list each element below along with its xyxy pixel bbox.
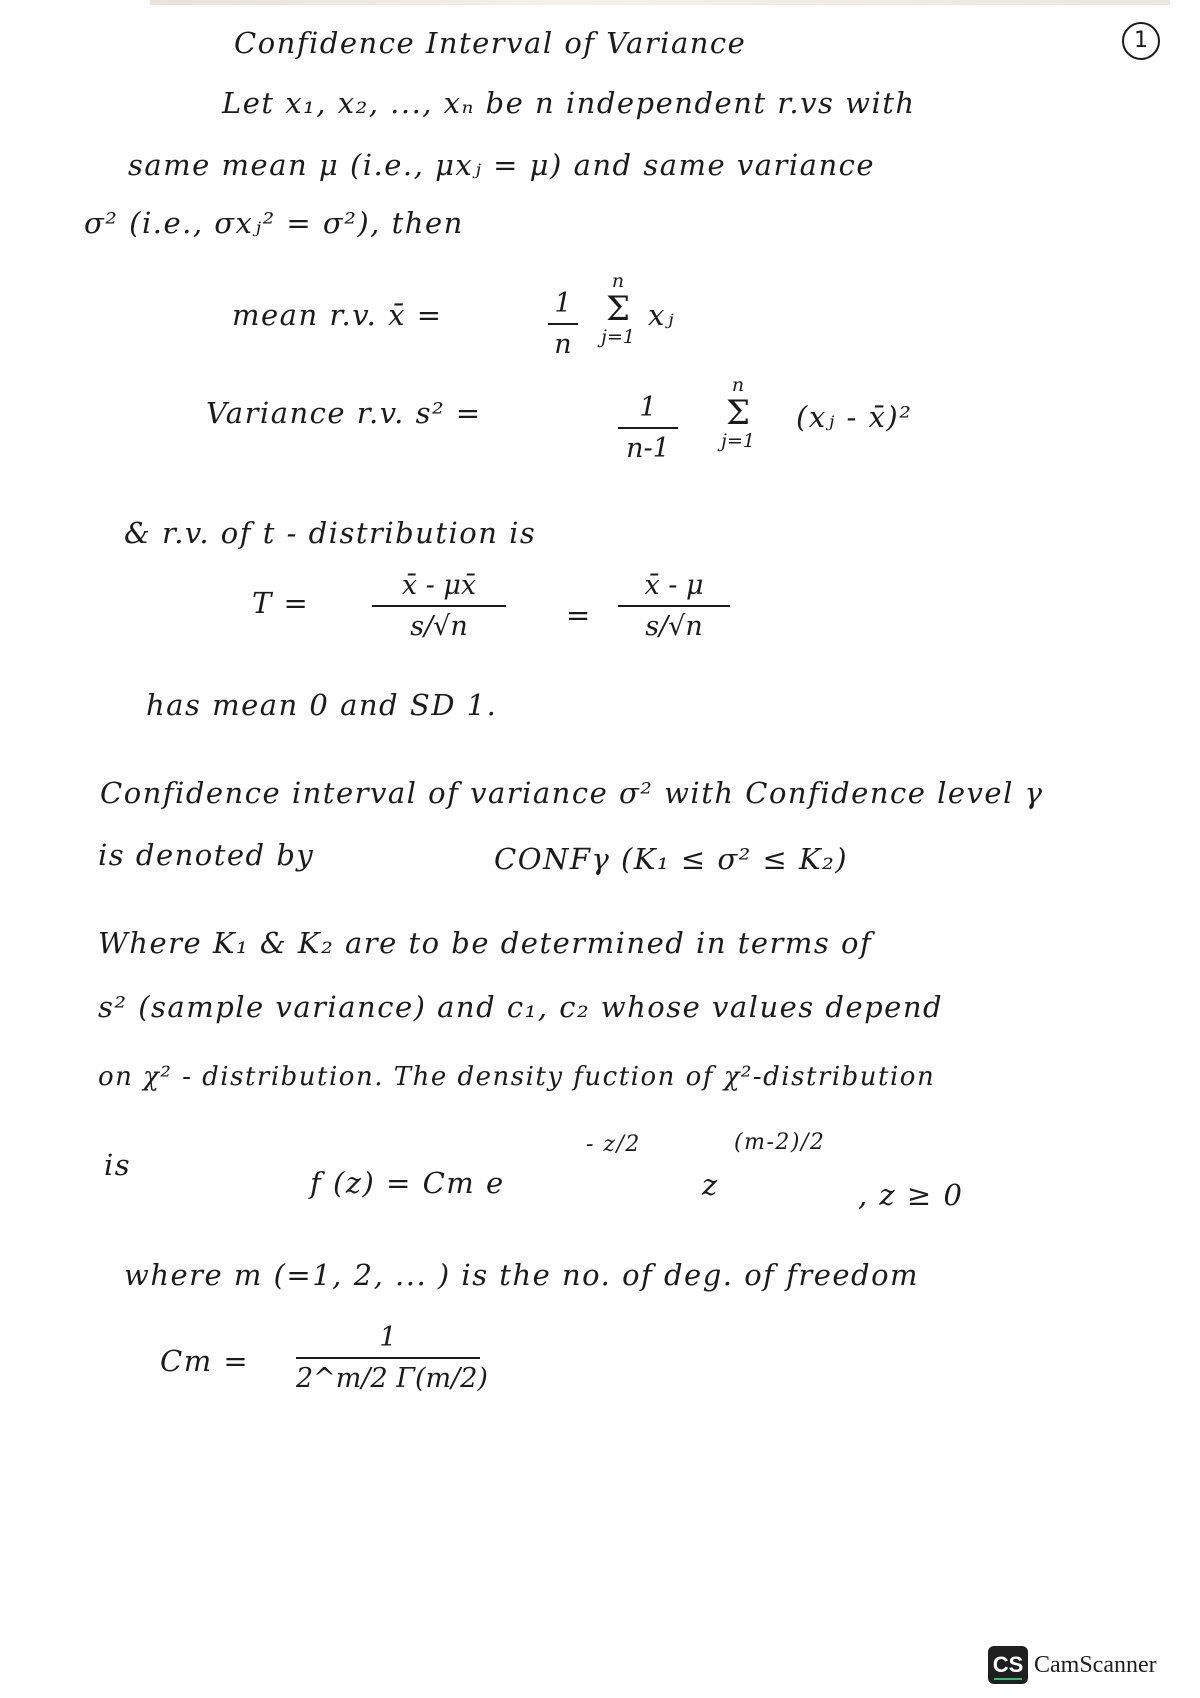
page-number: 1 <box>1122 22 1160 60</box>
variance-sum-lower: j=1 <box>721 430 755 452</box>
camscanner-name: CamScanner <box>1034 1651 1157 1678</box>
camscanner-watermark <box>988 1646 1157 1684</box>
where-line-2: s² (sample variance) and c₁, c₂ whose values depend <box>98 990 944 1024</box>
t-fraction-1-denominator: s/√n <box>410 611 468 642</box>
ci-line-2-right: CONFγ (K₁ ≤ σ² ≤ K₂) <box>494 842 849 876</box>
variance-summation <box>712 374 764 452</box>
t-equals: = <box>566 598 592 632</box>
mean-summation <box>594 270 642 348</box>
page-title: Confidence Interval of Variance <box>234 26 747 60</box>
mean-label: mean r.v. x̄ = <box>232 298 443 332</box>
where-m-line: where m (=1, 2, ... ) is the no. of deg. of freedom <box>124 1258 920 1292</box>
density-exponent-2: (m-2)/2 <box>734 1130 826 1155</box>
text-line-3: σ² (i.e., σxⱼ² = σ²), then <box>84 206 464 240</box>
t-fraction-2 <box>618 570 730 642</box>
mean-fraction-denominator: n <box>554 329 572 360</box>
variance-fraction-denominator: n-1 <box>626 433 670 464</box>
is-label: is <box>104 1148 132 1182</box>
mean-sum-upper: n <box>611 270 625 292</box>
cm-lhs: Cm = <box>160 1344 250 1378</box>
fraction-bar <box>548 323 578 325</box>
text-line-2: same mean μ (i.e., μxⱼ = μ) and same variance <box>128 148 876 182</box>
ci-line-1: Confidence interval of variance σ² with Confidence level γ <box>100 776 1044 810</box>
camscanner-logo-icon: CS <box>988 1646 1028 1684</box>
summation-icon: Σ <box>605 289 631 329</box>
cm-fraction-numerator: 1 <box>379 1322 397 1353</box>
t-fraction-2-denominator: s/√n <box>645 611 703 642</box>
scan-edge <box>150 0 1170 5</box>
mean-sum-term: xⱼ <box>648 298 676 332</box>
t-fraction-1-numerator: x̄ - μx̄ <box>401 570 477 601</box>
density-z: z <box>702 1168 719 1202</box>
t-lhs: T = <box>252 586 310 620</box>
text-line-1: Let x₁, x₂, ..., xₙ be n independent r.vs with <box>222 86 916 120</box>
fraction-bar <box>372 605 506 607</box>
variance-sum-term: (xⱼ - x̄)² <box>796 400 913 434</box>
variance-label: Variance r.v. s² = <box>206 396 482 430</box>
t-fraction-1 <box>372 570 506 642</box>
has-mean-line: has mean 0 and SD 1. <box>146 688 498 722</box>
variance-fraction-numerator: 1 <box>639 392 657 423</box>
density-condition: , z ≥ 0 <box>858 1178 964 1212</box>
fraction-bar <box>618 427 678 429</box>
ci-line-2-left: is denoted by <box>98 838 315 872</box>
t-distribution-line: & r.v. of t - distribution is <box>124 516 537 550</box>
mean-fraction-numerator: 1 <box>554 288 572 319</box>
mean-fraction <box>548 288 578 360</box>
cm-fraction <box>296 1322 488 1394</box>
summation-icon: Σ <box>725 393 751 433</box>
where-line-1: Where K₁ & K₂ are to be determined in terms of <box>98 926 873 960</box>
t-fraction-2-numerator: x̄ - μ <box>644 570 704 601</box>
fraction-bar <box>296 1357 480 1359</box>
cm-fraction-denominator: 2^m/2 Γ(m/2) <box>296 1363 488 1394</box>
density-equation: f (z) = Cm e <box>310 1166 505 1200</box>
fraction-bar <box>618 605 730 607</box>
variance-sum-upper: n <box>731 374 745 396</box>
density-exponent-1: - z/2 <box>586 1132 641 1157</box>
variance-fraction <box>618 392 678 464</box>
mean-sum-lower: j=1 <box>601 326 635 348</box>
where-line-3: on χ² - distribution. The density fuction of χ²-distribution <box>98 1062 936 1092</box>
